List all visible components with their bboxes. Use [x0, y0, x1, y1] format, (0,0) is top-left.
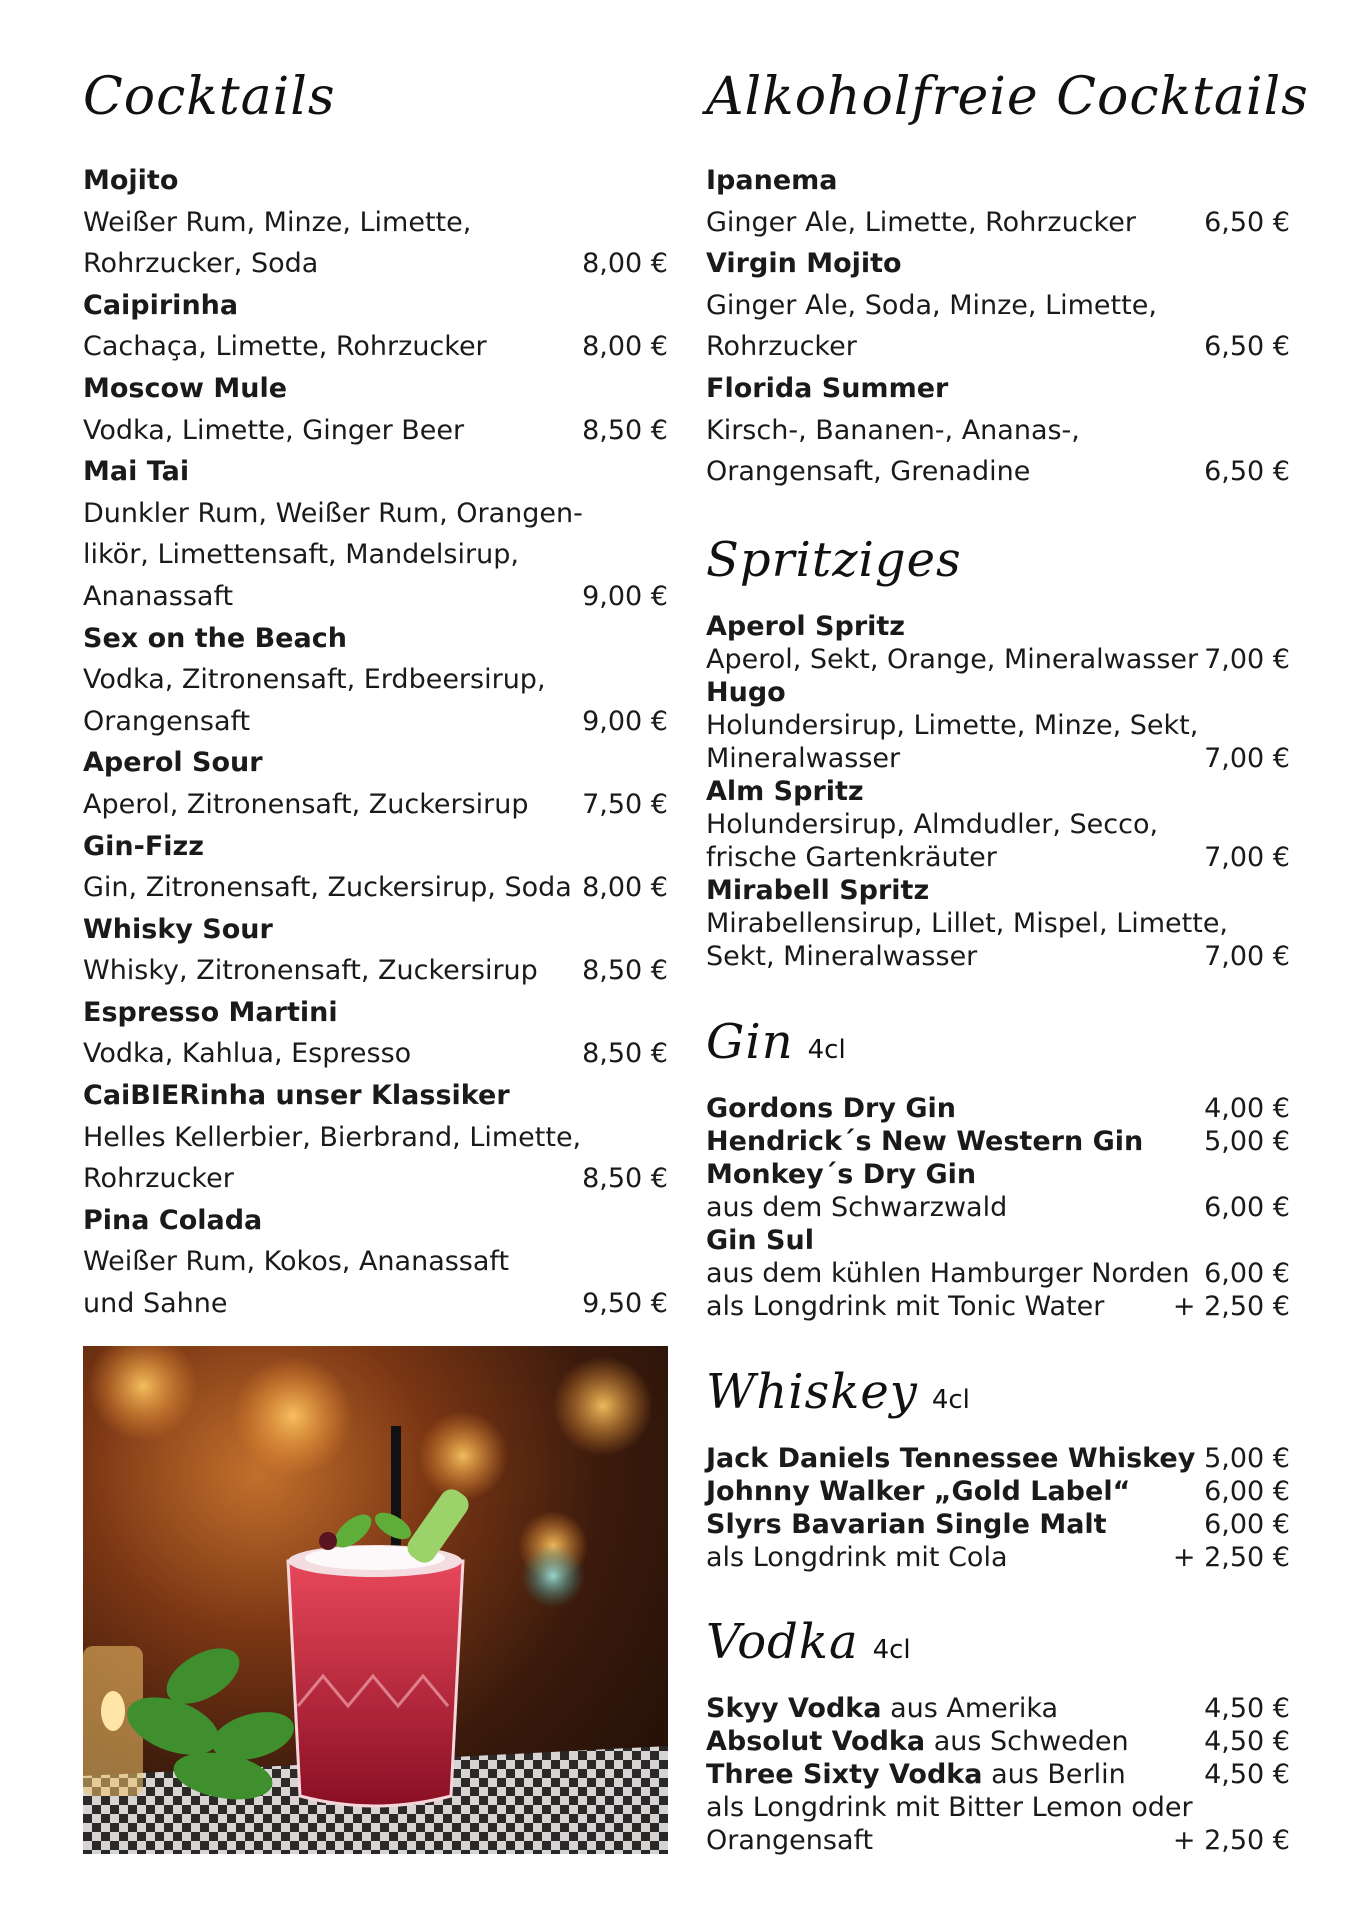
menu-line [83, 1117, 668, 1159]
item-name: Aperol Spritz [706, 611, 906, 642]
item-description: aus Schweden [925, 1726, 1129, 1757]
item-price: 8,50 € [582, 1038, 668, 1070]
menu-line [706, 676, 1290, 709]
menu-line [83, 326, 668, 368]
item-name: Three Sixty Vodka [706, 1759, 983, 1790]
item-name: Hendrick´s New Western Gin [706, 1126, 1144, 1157]
item-price: 8,00 € [582, 872, 668, 904]
item-description: Helles Kellerbier, Bierbrand, Limette, [83, 1121, 582, 1153]
menu-line [83, 368, 668, 410]
item-description: Orangensaft [83, 705, 251, 737]
menu-line [83, 576, 668, 618]
menu-line [706, 1224, 1290, 1257]
item-price: 4,50 € [1204, 1726, 1290, 1757]
item-name: Espresso Martini [83, 996, 338, 1028]
item-price: 6,50 € [1204, 456, 1290, 488]
item-name: Johnny Walker „Gold Label“ [706, 1476, 1131, 1507]
item-price: 4,00 € [1204, 1093, 1290, 1124]
item-price: 6,00 € [1204, 1258, 1290, 1289]
item-price: 7,00 € [1204, 644, 1290, 675]
alkoholfrei-list [706, 160, 1290, 493]
menu-line [83, 742, 668, 784]
item-description: Ginger Ale, Soda, Minze, Limette, [706, 289, 1157, 321]
item-price: 8,50 € [582, 414, 668, 446]
gin-title: Gin [706, 1014, 794, 1070]
menu-line [83, 909, 668, 951]
item-description: als Longdrink mit Bitter Lemon oder [706, 1792, 1193, 1823]
cocktail-photo [83, 1346, 668, 1854]
whiskey-unit: 4cl [931, 1385, 970, 1415]
whiskey-list [706, 1442, 1290, 1574]
item-name: Caipirinha [83, 289, 239, 321]
item-price: 7,00 € [1204, 941, 1290, 972]
item-price: 4,50 € [1204, 1759, 1290, 1790]
item-name: Skyy Vodka [706, 1693, 882, 1724]
item-description: Vodka, Limette, Ginger Beer [83, 414, 465, 446]
menu-line [83, 534, 668, 576]
menu-line [706, 1191, 1290, 1224]
item-description: Rohrzucker [83, 1163, 234, 1195]
menu-line [83, 1033, 668, 1075]
menu-line [706, 874, 1290, 907]
item-price: 7,50 € [582, 788, 668, 820]
item-description: Orangensaft, Grenadine [706, 456, 1031, 488]
item-description: Kirsch-, Bananen-, Ananas-, [706, 414, 1080, 446]
item-name: Whisky Sour [83, 913, 273, 945]
menu-line [83, 659, 668, 701]
menu-line [706, 775, 1290, 808]
item-description: Ananassaft [83, 580, 234, 612]
whiskey-heading [706, 1360, 1290, 1432]
menu-line [706, 1125, 1290, 1158]
item-price: 8,00 € [582, 248, 668, 280]
spritziges-list [706, 610, 1290, 973]
menu-line [706, 940, 1290, 973]
menu-line [706, 1257, 1290, 1290]
menu-line [706, 643, 1290, 676]
item-description: Holundersirup, Almdudler, Secco, [706, 809, 1159, 840]
item-price: 8,50 € [582, 955, 668, 987]
menu-line [83, 243, 668, 285]
menu-line [706, 410, 1290, 452]
menu-line [706, 610, 1290, 643]
menu-line [706, 808, 1290, 841]
item-name: Absolut Vodka [706, 1726, 926, 1757]
item-name: Gordons Dry Gin [706, 1093, 956, 1124]
item-description: Holundersirup, Limette, Minze, Sekt, [706, 710, 1199, 741]
item-name: Sex on the Beach [83, 622, 347, 654]
item-price: + 2,50 € [1172, 1825, 1290, 1856]
whiskey-heading-wrap [706, 1360, 1290, 1432]
item-description: und Sahne [83, 1288, 228, 1320]
menu-line [83, 950, 668, 992]
vodka-list [706, 1692, 1290, 1857]
menu-line [83, 160, 668, 202]
gin-list [706, 1092, 1290, 1323]
item-description: Vodka, Kahlua, Espresso [83, 1038, 412, 1070]
menu-line [706, 1442, 1290, 1475]
item-name: Pina Colada [83, 1204, 263, 1236]
vodka-unit: 4cl [872, 1635, 911, 1665]
item-description: aus Amerika [881, 1693, 1059, 1724]
item-name: Monkey´s Dry Gin [706, 1159, 977, 1190]
item-description: Mineralwasser [706, 743, 901, 774]
menu-line [706, 285, 1290, 327]
menu-line [706, 1290, 1290, 1323]
menu-line [706, 841, 1290, 874]
item-price: 9,00 € [582, 705, 668, 737]
item-name: Mojito [83, 165, 179, 196]
item-price: 8,00 € [582, 331, 668, 363]
item-name: Mai Tai [83, 456, 190, 488]
menu-line [83, 1075, 668, 1117]
item-price: 6,00 € [1204, 1192, 1290, 1223]
item-price: 7,00 € [1204, 743, 1290, 774]
item-description: Whisky, Zitronensaft, Zuckersirup [83, 955, 538, 987]
menu-line [83, 1283, 668, 1325]
item-name: Mirabell Spritz [706, 875, 930, 906]
vodka-heading [706, 1610, 1290, 1682]
item-name: Moscow Mule [83, 372, 288, 404]
menu-line [83, 784, 668, 826]
item-description: aus dem kühlen Hamburger Norden [706, 1258, 1190, 1289]
menu-line [706, 243, 1290, 285]
menu-line [706, 326, 1290, 368]
menu-line [706, 1758, 1290, 1791]
menu-line [706, 1824, 1290, 1857]
cocktails-heading: Cocktails [83, 67, 336, 127]
menu-line [706, 451, 1290, 493]
item-description: Weißer Rum, Minze, Limette, [83, 206, 472, 238]
menu-line [706, 1158, 1290, 1191]
item-price: 6,50 € [1204, 331, 1290, 363]
menu-line [706, 1692, 1290, 1725]
menu-line [706, 160, 1290, 202]
cocktail-photo-illustration [83, 1346, 668, 1854]
whiskey-title: Whiskey [706, 1364, 918, 1420]
item-name: Gin-Fizz [83, 830, 204, 862]
item-description: Vodka, Zitronensaft, Erdbeersirup, [83, 664, 546, 696]
item-description: likör, Limettensaft, Mandelsirup, [83, 539, 519, 571]
menu-line [706, 368, 1290, 410]
menu-line [83, 1241, 668, 1283]
item-name: Jack Daniels Tennessee Whiskey [706, 1443, 1196, 1474]
item-price: 6,00 € [1204, 1509, 1290, 1540]
item-description: frische Gartenkräuter [706, 842, 997, 873]
item-description: Rohrzucker, Soda [83, 248, 319, 280]
item-description: Sekt, Mineralwasser [706, 941, 978, 972]
item-price: 9,50 € [582, 1288, 668, 1320]
item-price: 5,00 € [1204, 1443, 1290, 1474]
vodka-heading-wrap [706, 1610, 1290, 1682]
item-description: Orangensaft [706, 1825, 874, 1856]
vodka-title: Vodka [706, 1614, 859, 1670]
gin-heading [706, 1010, 1290, 1082]
item-description: Ginger Ale, Limette, Rohrzucker [706, 206, 1136, 238]
menu-line [83, 493, 668, 535]
item-description: Mirabellensirup, Lillet, Mispel, Limette, [706, 908, 1229, 939]
menu-line [706, 1092, 1290, 1125]
menu-line [83, 202, 668, 244]
item-description: Gin, Zitronensaft, Zuckersirup, Soda [83, 872, 572, 904]
menu-line [706, 709, 1290, 742]
item-price: 9,00 € [582, 580, 668, 612]
menu-line [83, 410, 668, 452]
item-description: Weißer Rum, Kokos, Ananassaft [83, 1246, 510, 1278]
item-name: CaiBIERinha unser Klassiker [83, 1080, 510, 1112]
item-price: + 2,50 € [1172, 1291, 1290, 1322]
menu-line [706, 1508, 1290, 1541]
alkoholfrei-heading-wrap [706, 62, 1309, 132]
item-name: Ipanema [706, 165, 838, 196]
menu-line [83, 451, 668, 493]
menu-line [83, 1158, 668, 1200]
menu-line [83, 618, 668, 660]
item-price: 6,00 € [1204, 1476, 1290, 1507]
menu-line [706, 1541, 1290, 1574]
item-description: Dunkler Rum, Weißer Rum, Orangen- [83, 497, 583, 529]
item-price: + 2,50 € [1172, 1542, 1290, 1573]
gin-heading-wrap [706, 1010, 1290, 1082]
item-description: Aperol, Sekt, Orange, Mineralwasser [706, 644, 1199, 675]
item-description: als Longdrink mit Tonic Water [706, 1291, 1105, 1322]
item-price: 5,00 € [1204, 1126, 1290, 1157]
item-price: 8,50 € [582, 1163, 668, 1195]
cocktails-heading-wrap [83, 62, 668, 132]
menu-line [83, 867, 668, 909]
menu-line [83, 992, 668, 1034]
gin-unit: 4cl [807, 1035, 846, 1065]
item-name: Slyrs Bavarian Single Malt [706, 1509, 1107, 1540]
menu-line [706, 1725, 1290, 1758]
menu-line [83, 826, 668, 868]
item-name: Virgin Mojito [706, 248, 902, 280]
cocktails-list [83, 160, 668, 1325]
item-description: aus dem Schwarzwald [706, 1192, 1008, 1223]
item-description: aus Berlin [982, 1759, 1126, 1790]
item-name: Gin Sul [706, 1225, 814, 1256]
item-price: 4,50 € [1204, 1693, 1290, 1724]
menu-line [706, 742, 1290, 775]
menu-line [83, 701, 668, 743]
menu-line [706, 202, 1290, 244]
spritziges-heading: Spritziges [706, 532, 962, 588]
item-description: Aperol, Zitronensaft, Zuckersirup [83, 788, 529, 820]
menu-line [706, 907, 1290, 940]
menu-line [83, 285, 668, 327]
item-description: Rohrzucker [706, 331, 857, 363]
menu-line [706, 1791, 1290, 1824]
menu-line [83, 1200, 668, 1242]
item-description: Cachaça, Limette, Rohrzucker [83, 331, 487, 363]
item-price: 6,50 € [1204, 206, 1290, 238]
item-name: Aperol Sour [83, 747, 263, 779]
item-name: Alm Spritz [706, 776, 864, 807]
item-description: als Longdrink mit Cola [706, 1542, 1008, 1573]
item-name: Hugo [706, 677, 786, 708]
menu-line [706, 1475, 1290, 1508]
spritziges-heading-wrap [706, 528, 1290, 592]
item-price: 7,00 € [1204, 842, 1290, 873]
alkoholfrei-heading: Alkoholfreie Cocktails [706, 67, 1309, 127]
item-name: Florida Summer [706, 372, 949, 404]
